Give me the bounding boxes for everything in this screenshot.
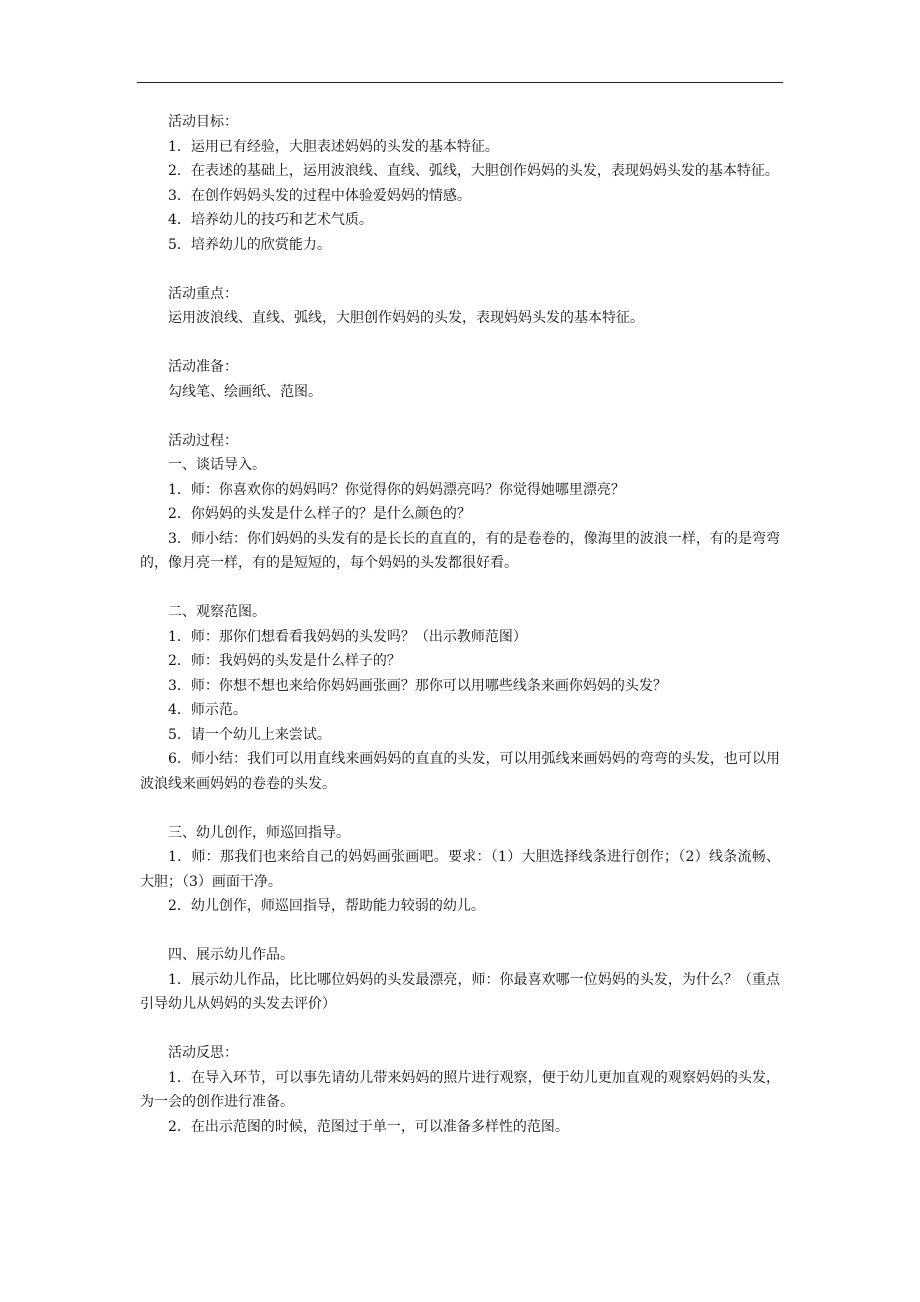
section-heading-preparation: 活动准备： bbox=[168, 359, 238, 375]
display-item: 1．展示幼儿作品，比比哪位妈妈的头发最漂亮，师：你最喜欢哪一位妈妈的头发，为什么？（重点引导幼儿从妈妈的头发去评价） bbox=[140, 971, 780, 1012]
section-heading-display: 四、展示幼儿作品。 bbox=[168, 947, 294, 963]
section-spacer bbox=[140, 257, 780, 282]
observe-item: 6．师小结：我们可以用直线来画妈妈的直直的头发，可以用弧线来画妈妈的弯弯的头发，也可以用波浪线来画妈妈的卷卷的头发。 bbox=[140, 751, 780, 792]
observe-item: 4．师示范。 bbox=[168, 702, 247, 718]
process-subheading: 一、谈话导入。 bbox=[168, 457, 266, 473]
reflection-item: 2．在出示范图的时候，范图过于单一，可以准备多样性的范图。 bbox=[168, 1118, 569, 1135]
section-heading-reflection: 活动反思： bbox=[168, 1045, 238, 1061]
goal-item: 5．培养幼儿的欣赏能力。 bbox=[168, 236, 331, 253]
section-heading-observe: 二、观察范图。 bbox=[168, 604, 266, 620]
reflection-item: 1．在导入环节，可以事先请幼儿带来妈妈的照片进行观察，便于幼儿更加直观的观察妈妈的头发，为一会的创作进行准备。 bbox=[140, 1069, 780, 1110]
key-point-text: 运用波浪线、直线、弧线，大胆创作妈妈的头发，表现妈妈头发的基本特征。 bbox=[168, 310, 644, 326]
creation-item: 2．幼儿创作，师巡回指导，帮助能力较弱的幼儿。 bbox=[168, 898, 485, 914]
section-heading-goals: 活动目标： bbox=[168, 114, 238, 130]
section-heading-process: 活动过程： bbox=[168, 432, 238, 449]
preparation-text: 勾线笔、绘画纸、范图。 bbox=[168, 383, 322, 400]
observe-item: 1．师：那你们想看看我妈妈的头发吗？（出示教师范图） bbox=[168, 628, 527, 645]
process-item: 1．师：你喜欢你的妈妈吗？你觉得你的妈妈漂亮吗？你觉得她哪里漂亮？ bbox=[168, 481, 625, 498]
header-rule bbox=[137, 82, 783, 83]
observe-item: 5．请一个幼儿上来尝试。 bbox=[168, 726, 331, 743]
section-spacer bbox=[140, 919, 780, 944]
creation-item: 1．师：那我们也来给自己的妈妈画张画吧。要求：（1）大胆选择线条进行创作；（2）线条流畅、大胆；（3）画面干净。 bbox=[140, 849, 780, 890]
section-spacer bbox=[140, 796, 780, 821]
process-item: 2．你妈妈的头发是什么样子的？是什么颜色的？ bbox=[168, 506, 471, 522]
goal-item: 1．运用已有经验，大胆表述妈妈的头发的基本特征。 bbox=[168, 138, 499, 155]
section-spacer bbox=[140, 331, 780, 356]
section-spacer bbox=[140, 1017, 780, 1042]
section-heading-key-points: 活动重点： bbox=[168, 285, 238, 302]
goal-item: 2．在表述的基础上，运用波浪线、直线、弧线，大胆创作妈妈的头发，表现妈妈头发的基本特征。 bbox=[168, 163, 779, 179]
goal-item: 3．在创作妈妈头发的过程中体验爱妈妈的情感。 bbox=[168, 187, 471, 204]
section-spacer bbox=[140, 404, 780, 429]
observe-item: 3．师：你想不想也来给你妈妈画张画？那你可以用哪些线条来画你妈妈的头发？ bbox=[168, 677, 667, 694]
goal-item: 4．培养幼儿的技巧和艺术气质。 bbox=[168, 212, 373, 228]
section-heading-creation: 三、幼儿创作，师巡回指导。 bbox=[168, 824, 350, 841]
document-body bbox=[140, 110, 780, 1139]
section-spacer bbox=[140, 576, 780, 601]
observe-item: 2．师：我妈妈的头发是什么样子的？ bbox=[168, 653, 401, 669]
process-item: 3．师小结：你们妈妈的头发有的是长长的直直的，有的是卷卷的，像海里的波浪一样，有的是弯弯的，像月亮一样，有的是短短的，每个妈妈的头发都很好看。 bbox=[140, 530, 780, 571]
